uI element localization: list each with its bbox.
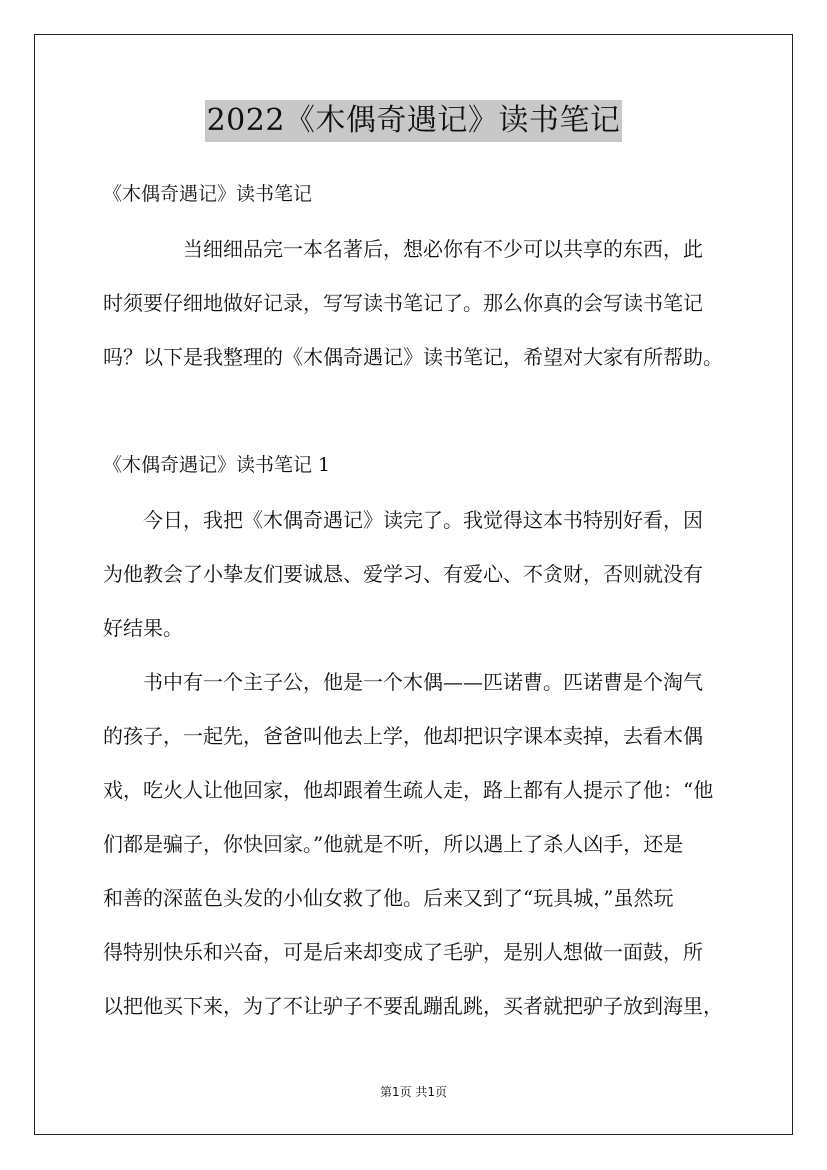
paragraph2-line-6: 得特别快乐和兴奋，可是后来却变成了毛驴，是别人想做一面鼓，所 <box>103 940 703 964</box>
intro-line-2: 时须要仔细地做好记录，写写读书笔记了。那么你真的会写读书笔记 <box>103 291 703 315</box>
document-title: 2022《木偶奇遇记》读书笔记 <box>205 100 623 142</box>
paragraph2-line-3: 戏，吃火人让他回家，他却跟着生疏人走，路上都有人提示了他：“他 <box>103 778 714 802</box>
section-heading: 《木偶奇遇记》读书笔记 1 <box>103 454 331 476</box>
paragraph2-line-1: 书中有一个主子公，他是一个木偶——匹诺曹。匹诺曹是个淘气 <box>143 670 703 694</box>
page-number-footer: 第1页 共1页 <box>379 1085 448 1099</box>
paragraph2-line-4: 们都是骗子，你快回家。”他就是不听，所以遇上了杀人凶手，还是 <box>103 832 684 856</box>
paragraph2-line-2: 的孩子，一起先，爸爸叫他去上学，他却把识字课本卖掉，去看木偶 <box>103 724 703 748</box>
paragraph2-line-7: 以把他买下来，为了不让驴子不要乱蹦乱跳，买者就把驴子放到海里， <box>103 994 723 1018</box>
paragraph2-line-5: 和善的深蓝色头发的小仙女救了他。后来又到了“玩具城，”虽然玩 <box>103 886 674 910</box>
intro-line-3: 吗？以下是我整理的《木偶奇遇记》读书笔记，希望对大家有所帮助。 <box>103 345 723 369</box>
document-subtitle: 《木偶奇遇记》读书笔记 <box>103 183 313 205</box>
title-container <box>0 100 827 142</box>
paragraph1-line-1: 今日，我把《木偶奇遇记》读完了。我觉得这本书特别好看，因 <box>143 508 703 532</box>
intro-line-1: 当细细品完一本名著后，想必你有不少可以共享的东西，此 <box>183 237 703 261</box>
paragraph1-line-3: 好结果。 <box>103 616 183 640</box>
paragraph1-line-2: 为他教会了小挚友们要诚恳、爱学习、有爱心、不贪财，否则就没有 <box>103 562 703 586</box>
